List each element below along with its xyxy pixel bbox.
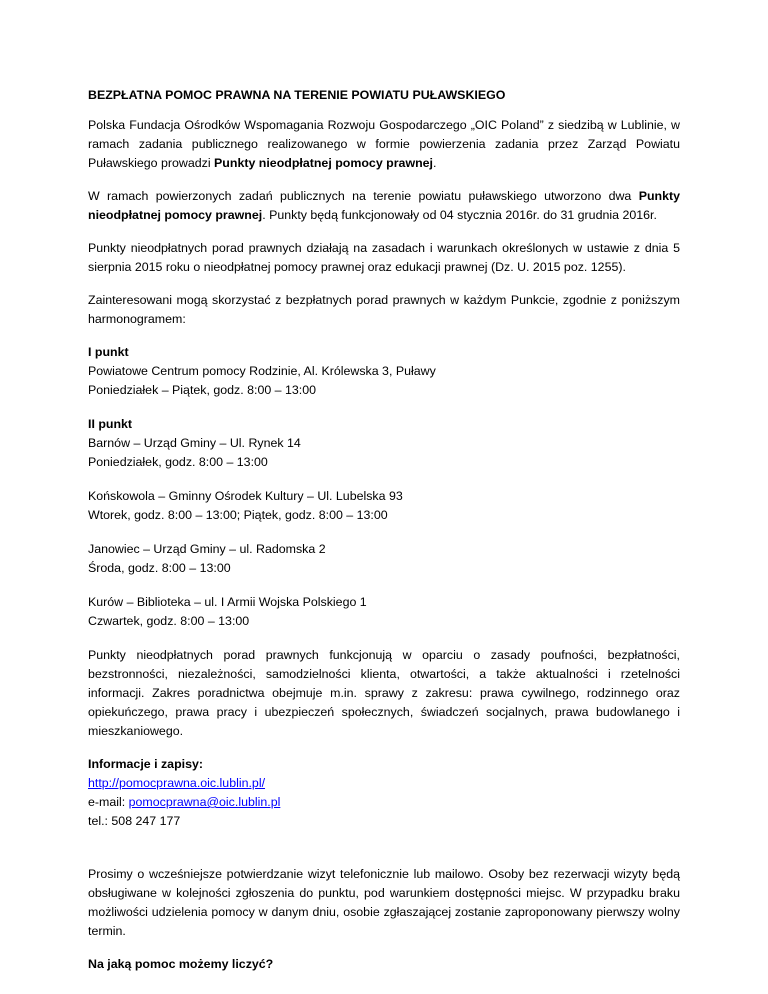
- janowiec-address: Janowiec – Urząd Gminy – ul. Radomska 2: [88, 542, 326, 556]
- document-page: [88, 86, 680, 974]
- konskowola-address: Końskowola – Gminny Ośrodek Kultury – Ul. Lubelska 93: [88, 489, 403, 503]
- janowiec-block: [88, 540, 680, 578]
- point-2-heading: II punkt: [88, 417, 133, 431]
- email-label: e-mail:: [88, 795, 129, 809]
- reservation-paragraph: Prosimy o wcześniejsze potwierdzanie wizyt telefonicznie lub mailowo. Osoby bez rezerwacji wizyty będą obsługiwane w kolejności zgłoszenia do punktu, pod warunkiem dostępności miejsc. W przypadku braku możliwości udzielenia pomocy w danym dniu, osobie zgłaszającej zostanie zaproponowany pierwszy wolny termin.: [88, 867, 680, 938]
- contact-block: [88, 755, 680, 831]
- email-link[interactable]: pomocprawna@oic.lublin.pl: [128, 795, 281, 809]
- point-1-heading: I punkt: [88, 345, 129, 359]
- principles-paragraph: Punkty nieodpłatnych porad prawnych funkcjonują w oparciu o zasady poufności, bezpłatności, bezstronności, niezależności, samodzielności klienta, otwartości, a także aktualności i rzetelności informacji. Zakres poradnictwa obejmuje m.in. sprawy z zakresu: prawa cywilnego, rodzinnego oraz opiekuńczego, prawa pracy i ubezpieczeń społecznych, świadczeń socjalnych, prawa budowlanego i mieszkaniowego.: [88, 648, 680, 738]
- intro-bold: Punkty nieodpłatnej pomocy prawnej: [214, 156, 433, 170]
- document-title: BEZPŁATNA POMOC PRAWNA NA TERENIE POWIATU PUŁAWSKIEGO: [88, 88, 506, 102]
- point-1-address: Powiatowe Centrum pomocy Rodzinie, Al. Królewska 3, Puławy: [88, 364, 436, 378]
- kurow-block: [88, 593, 680, 631]
- points-paragraph: [88, 187, 680, 225]
- point-2-block: [88, 415, 680, 472]
- point-1-block: [88, 343, 680, 400]
- schedule-intro-paragraph: Zainteresowani mogą skorzystać z bezpłatnych porad prawnych w każdym Punkcie, zgodnie z poniższym harmonogramem:: [88, 293, 680, 326]
- intro-paragraph: [88, 116, 680, 173]
- website-link[interactable]: http://pomocprawna.oic.lublin.pl/: [88, 776, 266, 790]
- janowiec-hours: Środa, godz. 8:00 – 13:00: [88, 561, 231, 575]
- final-heading: Na jaką pomoc możemy liczyć?: [88, 957, 274, 971]
- point-2-address: Barnów – Urząd Gminy – Ul. Rynek 14: [88, 436, 301, 450]
- konskowola-hours: Wtorek, godz. 8:00 – 13:00; Piątek, godz. 8:00 – 13:00: [88, 508, 388, 522]
- points-text: W ramach powierzonych zadań publicznych na terenie powiatu puławskiego utworzono dwa: [88, 189, 639, 203]
- kurow-address: Kurów – Biblioteka – ul. I Armii Wojska Polskiego 1: [88, 595, 367, 609]
- intro-end: .: [432, 156, 437, 170]
- intro-text: Polska Fundacja Ośrodków Wspomagania Rozwoju Gospodarczego „OIC Poland” z siedzibą w Lublinie, w ramach zadania publicznego realizowanego w formie powierzenia zadania przez Zarząd Powiatu Puławskiego prowadzi: [88, 118, 680, 170]
- phone-number: tel.: 508 247 177: [88, 814, 181, 828]
- point-1-hours: Poniedziałek – Piątek, godz. 8:00 – 13:00: [88, 383, 317, 397]
- kurow-hours: Czwartek, godz. 8:00 – 13:00: [88, 614, 250, 628]
- points-end: . Punkty będą funkcjonowały od 04 stycznia 2016r. do 31 grudnia 2016r.: [262, 208, 657, 222]
- legal-basis-paragraph: Punkty nieodpłatnych porad prawnych działają na zasadach i warunkach określonych w ustawie z dnia 5 sierpnia 2015 roku o nieodpłatnej pomocy prawnej oraz edukacji prawnej (Dz. U. 2015 poz. 1255).: [88, 241, 680, 274]
- contact-heading: Informacje i zapisy:: [88, 757, 203, 771]
- konskowola-block: [88, 487, 680, 525]
- spacer: [88, 846, 680, 865]
- points-bold: Punkty nieodpłatnej pomocy prawnej: [88, 189, 680, 222]
- point-2-hours: Poniedziałek, godz. 8:00 – 13:00: [88, 455, 268, 469]
